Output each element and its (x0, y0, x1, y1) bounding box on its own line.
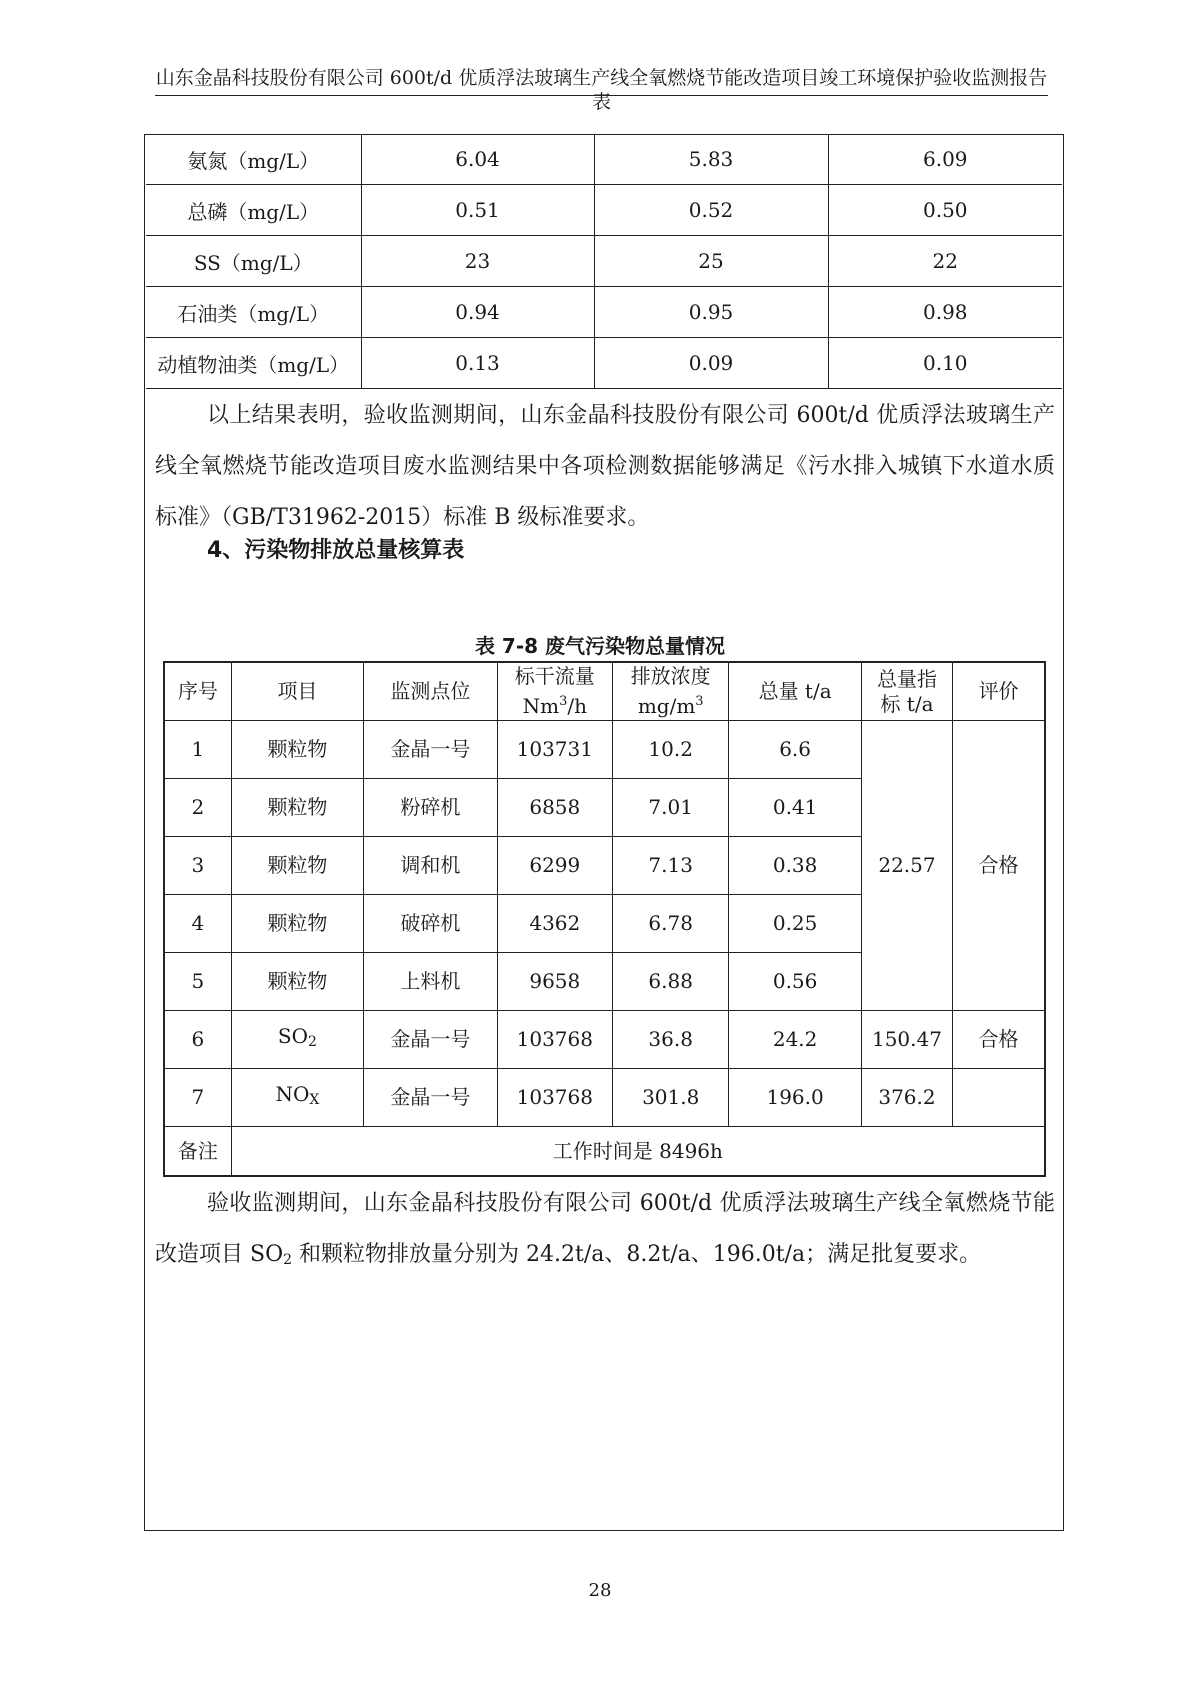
cell-flow: 9658 (497, 953, 612, 1011)
page-header: 山东金晶科技股份有限公司 600t/d 优质浮法玻璃生产线全氧燃烧节能改造项目竣工环境保护验收监测报告表 (155, 67, 1048, 113)
header-divider (155, 95, 1048, 96)
cell-total: 24.2 (729, 1011, 861, 1069)
table-row (146, 338, 1062, 389)
table-row (164, 721, 1045, 779)
cell-particulate-evaluation: 合格 (953, 721, 1045, 1011)
cell-particulate-quota: 22.57 (861, 721, 952, 1011)
header-item: 项目 (231, 662, 363, 721)
cell-no: 1 (164, 721, 231, 779)
table-row (146, 134, 1062, 185)
cell-total: 0.38 (729, 837, 861, 895)
table-row (146, 236, 1062, 287)
page-number: 28 (588, 1580, 612, 1601)
cell-item: $NO_X$ (231, 1069, 363, 1127)
cell-point: 金晶一号 (364, 1069, 497, 1127)
table-cell: 氨氮（mg/L） (146, 134, 361, 185)
emission-totals-table (163, 661, 1046, 1177)
table-row (146, 185, 1062, 236)
table-cell: 0.13 (361, 338, 594, 389)
cell-concentration: 7.13 (613, 837, 729, 895)
table-cell: SS（mg/L） (146, 236, 361, 287)
remark-text: 工作时间是 8496h (231, 1127, 1045, 1177)
cell-total: 0.41 (729, 779, 861, 837)
header-no: 序号 (164, 662, 231, 721)
wastewater-conclusion-paragraph: 以上结果表明，验收监测期间，山东金晶科技股份有限公司 600t/d 优质浮法玻璃生产线全氧燃烧节能改造项目废水监测结果中各项检测数据能够满足《污水排入城镇下水道水质标准》（GB/T31962-2015）标准 B 级标准要求。 (155, 403, 1055, 530)
cell-quota: 150.47 (861, 1011, 952, 1069)
table-header-row (164, 662, 1045, 721)
cell-evaluation: 合格 (953, 1011, 1045, 1069)
cell-flow: 6858 (497, 779, 612, 837)
table-cell: 6.09 (828, 134, 1062, 185)
header-flow (497, 662, 612, 721)
cell-flow: 103768 (497, 1011, 612, 1069)
table-cell: 5.83 (594, 134, 828, 185)
table-cell: 0.10 (828, 338, 1062, 389)
remark-row (164, 1127, 1045, 1177)
cell-quota: 376.2 (861, 1069, 952, 1127)
cell-item: 颗粒物 (231, 953, 363, 1011)
header-concentration (613, 662, 729, 721)
table-cell: 0.51 (361, 185, 594, 236)
cell-point: 上料机 (364, 953, 497, 1011)
table-row (164, 1069, 1045, 1127)
header-total: 总量 t/a (729, 662, 861, 721)
cell-item: 颗粒物 (231, 837, 363, 895)
cell-no: 4 (164, 895, 231, 953)
table-row (146, 287, 1062, 338)
cell-total: 196.0 (729, 1069, 861, 1127)
cell-no: 7 (164, 1069, 231, 1127)
remark-label: 备注 (164, 1127, 231, 1177)
cell-no: 3 (164, 837, 231, 895)
table-cell: 0.52 (594, 185, 828, 236)
cell-flow: 4362 (497, 895, 612, 953)
cell-concentration: 36.8 (613, 1011, 729, 1069)
table-cell: 总磷（mg/L） (146, 185, 361, 236)
section-heading: 4、污染物排放总量核算表 (207, 538, 465, 563)
header-quota: 总量指 标 t/a (861, 662, 952, 721)
header-flow-unit: Nm$^3$/h (522, 694, 587, 718)
table-cell: 0.94 (361, 287, 594, 338)
table-cell: 0.98 (828, 287, 1062, 338)
cell-concentration: 6.88 (613, 953, 729, 1011)
cell-item: $SO_2$ (231, 1011, 363, 1069)
table-row (164, 1011, 1045, 1069)
cell-point: 破碎机 (364, 895, 497, 953)
table-cell: 6.04 (361, 134, 594, 185)
cell-concentration: 301.8 (613, 1069, 729, 1127)
table-cell: 动植物油类（mg/L） (146, 338, 361, 389)
cell-point: 粉碎机 (364, 779, 497, 837)
header-flow-label: 标干流量 (514, 664, 595, 688)
cell-total: 0.25 (729, 895, 861, 953)
cell-point: 金晶一号 (364, 721, 497, 779)
table-cell: 22 (828, 236, 1062, 287)
cell-total: 6.6 (729, 721, 861, 779)
cell-no: 6 (164, 1011, 231, 1069)
header-evaluation: 评价 (953, 662, 1045, 721)
cell-evaluation (953, 1069, 1045, 1127)
cell-concentration: 10.2 (613, 721, 729, 779)
cell-flow: 6299 (497, 837, 612, 895)
cell-flow: 103731 (497, 721, 612, 779)
cell-total: 0.56 (729, 953, 861, 1011)
table-cell: 石油类（mg/L） (146, 287, 361, 338)
header-conc-label: 排放浓度 (630, 664, 711, 688)
cell-item: 颗粒物 (231, 721, 363, 779)
cell-concentration: 7.01 (613, 779, 729, 837)
cell-concentration: 6.78 (613, 895, 729, 953)
cell-point: 调和机 (364, 837, 497, 895)
emission-conclusion-paragraph: 验收监测期间，山东金晶科技股份有限公司 600t/d 优质浮法玻璃生产线全氧燃烧节能改造项目 $SO_2$ 和颗粒物排放量分别为 24.2t/a、8.2t/a、196.0t/a；满足批复要求。 (155, 1191, 1055, 1268)
cell-flow: 103768 (497, 1069, 612, 1127)
wastewater-results-table (146, 134, 1062, 389)
cell-item: 颗粒物 (231, 895, 363, 953)
cell-point: 金晶一号 (364, 1011, 497, 1069)
cell-no: 5 (164, 953, 231, 1011)
table-caption: 表 7-8 废气污染物总量情况 (474, 634, 726, 658)
header-conc-unit: $mg/m^3$ (637, 694, 704, 718)
table-cell: 0.09 (594, 338, 828, 389)
table-cell: 0.95 (594, 287, 828, 338)
cell-item: 颗粒物 (231, 779, 363, 837)
header-point: 监测点位 (364, 662, 497, 721)
table-cell: 25 (594, 236, 828, 287)
cell-no: 2 (164, 779, 231, 837)
table-cell: 23 (361, 236, 594, 287)
table-cell: 0.50 (828, 185, 1062, 236)
